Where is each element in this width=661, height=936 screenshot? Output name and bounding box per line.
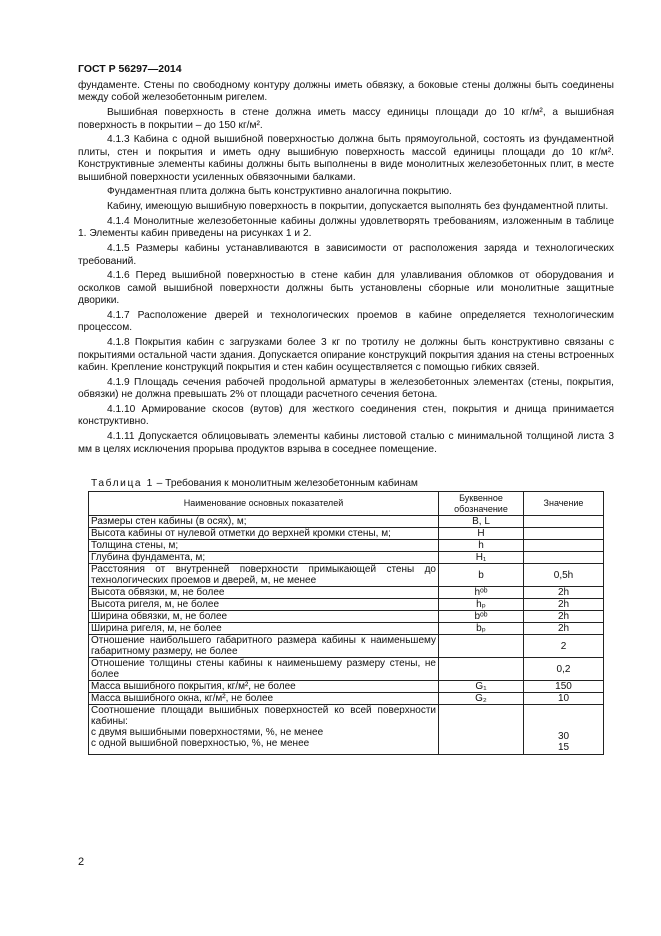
row-name-line: с двумя вышибными поверхностями, %, не менее	[91, 727, 324, 738]
row-value	[524, 705, 604, 755]
paragraph: Вышибная поверхность в стене должна иметь массу единицы площади до 10 кг/м², а вышибная поверхность в покрытии – до 150 кг/м².	[78, 107, 614, 131]
row-name: Глубина фундамента, м;	[89, 552, 439, 564]
table-row	[89, 681, 604, 693]
paragraph: фундаменте. Стены по свободному контуру должны иметь обвязку, а боковые стены должны быть соединены между собой железобетонным ригелем.	[78, 80, 614, 104]
paragraph: 4.1.7 Расположение дверей и технологических проемов в кабине определяется технологическим процессом.	[78, 310, 614, 334]
table-caption	[91, 478, 418, 489]
table-row	[89, 516, 604, 528]
table-header-row	[89, 492, 604, 516]
row-name: Отношение толщины стены кабины к наименьшему размеру стены, не более	[89, 658, 439, 681]
table-row	[89, 540, 604, 552]
document-header: ГОСТ Р 56297—2014	[78, 63, 182, 75]
table-row	[89, 552, 604, 564]
row-name: Высота обвязки, м, не более	[89, 587, 439, 599]
row-symbol: H	[439, 528, 524, 540]
row-symbol	[439, 658, 524, 681]
row-symbol: G₁	[439, 681, 524, 693]
table-row	[89, 623, 604, 635]
row-name: Толщина стены, м;	[89, 540, 439, 552]
row-value	[524, 516, 604, 528]
header-cell-symbol: Буквенное обозначение	[439, 492, 524, 516]
header-cell-value: Значение	[524, 492, 604, 516]
row-value: 150	[524, 681, 604, 693]
paragraph: 4.1.3 Кабина с одной вышибной поверхностью должна быть прямоугольной, состоять из фундаментной плиты, стен и покрытия и иметь одну вышибную поверхность массой единицы площади до 10 кг/м². Конструктивные элементы кабины должны быть выполнены в виде монолитных железобетонных плит, в месте вышибной поверхности усиленных обвязочными балками.	[78, 134, 614, 183]
table-row	[89, 705, 604, 755]
row-symbol: h	[439, 540, 524, 552]
paragraph: 4.1.11 Допускается облицовывать элементы кабины листовой сталью с минимальной толщиной листа 3 мм в целях исключения прорыва продуктов взрыва в соседнее помещение.	[78, 431, 614, 455]
row-value-line: 15	[557, 742, 570, 753]
row-value: 2	[524, 635, 604, 658]
row-value: 2h	[524, 599, 604, 611]
row-value-line: 30	[557, 731, 570, 742]
row-value	[524, 540, 604, 552]
row-symbol: H₁	[439, 552, 524, 564]
paragraph: Фундаментная плита должна быть конструктивно аналогична покрытию.	[107, 186, 452, 198]
paragraph: 4.1.10 Армирование скосов (вутов) для жесткого соединения стен, покрытия и днища принимается конструктивно.	[78, 404, 614, 428]
table-row	[89, 693, 604, 705]
row-name: Отношение наибольшего габаритного размера кабины к наименьшему габаритному размеру, не более	[89, 635, 439, 658]
row-value: 2h	[524, 587, 604, 599]
paragraph: 4.1.4 Монолитные железобетонные кабины должны удовлетворять требованиям, изложенным в таблице 1. Элементы кабин приведены на рисунках 1 и 2.	[78, 216, 614, 240]
row-symbol: B, L	[439, 516, 524, 528]
paragraph: 4.1.5 Размеры кабины устанавливаются в зависимости от расположения заряда и технологических требований.	[78, 243, 614, 267]
row-name: Высота ригеля, м, не более	[89, 599, 439, 611]
table-row	[89, 528, 604, 540]
row-name	[89, 705, 439, 755]
header-cell-name: Наименование основных показателей	[89, 492, 439, 516]
paragraph: Кабину, имеющую вышибную поверхность в покрытии, допускается выполнять без фундаментной плиты.	[107, 201, 609, 213]
row-name-line: с одной вышибной поверхностью, %, не менее	[91, 738, 310, 749]
row-value: 0,2	[524, 658, 604, 681]
row-value	[524, 528, 604, 540]
row-symbol	[439, 705, 524, 755]
row-symbol: bᵒᵇ	[439, 611, 524, 623]
row-name: Масса вышибного окна, кг/м², не более	[89, 693, 439, 705]
row-value: 2h	[524, 611, 604, 623]
row-symbol	[439, 635, 524, 658]
table-row	[89, 611, 604, 623]
row-name: Высота кабины от нулевой отметки до верхней кромки стены, м;	[89, 528, 439, 540]
table-row	[89, 635, 604, 658]
table-row	[89, 658, 604, 681]
row-value: 2h	[524, 623, 604, 635]
row-name: Расстояния от внутренней поверхности примыкающей стены до технологических проемов и дверей, м, не менее	[89, 564, 439, 587]
table-row	[89, 564, 604, 587]
row-value: 10	[524, 693, 604, 705]
table-caption-label: Таблица 1	[91, 478, 154, 489]
row-name: Размеры стен кабины (в осях), м;	[89, 516, 439, 528]
table-row	[89, 587, 604, 599]
row-name: Ширина обвязки, м, не более	[89, 611, 439, 623]
row-symbol: G₂	[439, 693, 524, 705]
row-symbol: hᵒᵇ	[439, 587, 524, 599]
paragraph: 4.1.6 Перед вышибной поверхностью в стене кабин для улавливания обломков от оборудования и осколков самой вышибной поверхности должны быть установлены сборные или монолитные защитные дворики.	[78, 270, 614, 307]
table-caption-text: – Требования к монолитным железобетонным кабинам	[153, 478, 418, 489]
row-name: Масса вышибного покрытия, кг/м², не более	[89, 681, 439, 693]
row-name: Ширина ригеля, м, не более	[89, 623, 439, 635]
row-symbol: hₚ	[439, 599, 524, 611]
paragraph: 4.1.9 Площадь сечения рабочей продольной арматуры в железобетонных элементах (стены, покрытия, обвязки) не должна превышать 2% от площади расчетного сечения бетона.	[78, 376, 614, 401]
row-symbol: b	[439, 564, 524, 587]
table-row	[89, 599, 604, 611]
requirements-table	[88, 491, 604, 755]
document-body	[78, 80, 614, 458]
row-symbol: bₚ	[439, 623, 524, 635]
row-value	[524, 552, 604, 564]
page-number: 2	[78, 856, 85, 868]
paragraph: 4.1.8 Покрытия кабин с загрузками более 3 кг по тротилу не должны быть конструктивно связаны с покрытиями остальной части здания. Допускается опирание конструкций покрытия здания на стены встроенных кабин. Крепление конструкций покрытия и стен кабин осуществляется с помощью гибких связей.	[78, 337, 614, 374]
row-value: 0,5h	[524, 564, 604, 587]
row-name-line: Соотношение площади вышибных поверхностей ко всей поверхности кабины:	[91, 705, 436, 727]
